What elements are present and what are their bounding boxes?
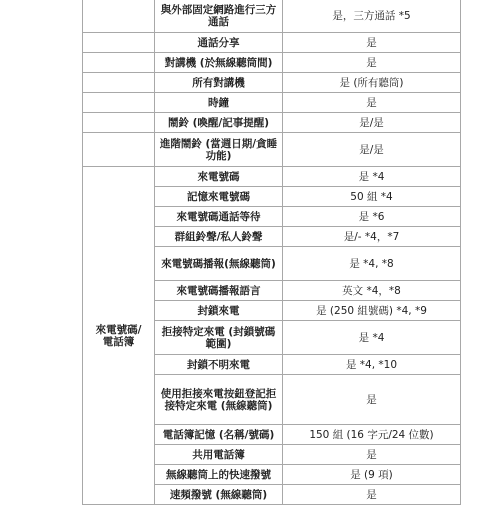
- value-cell: 是 (9 項): [283, 465, 461, 485]
- value-cell: 是: [283, 445, 461, 465]
- value-cell: 50 組 *4: [283, 187, 461, 207]
- category-cell-empty: [83, 113, 155, 133]
- value-cell: 是 *4, *10: [283, 355, 461, 375]
- table-row: [83, 113, 461, 133]
- table-row: [83, 133, 461, 167]
- spec-table-body: [83, 0, 461, 505]
- value-cell: 是/是: [283, 133, 461, 167]
- category-cell-empty: [83, 53, 155, 73]
- category-cell-empty: [83, 33, 155, 53]
- feature-cell: 拒接特定來電 (封鎖號碼範圍): [155, 321, 283, 355]
- table-row: [83, 53, 461, 73]
- feature-cell: 速頻撥號 (無線聽筒): [155, 485, 283, 505]
- feature-cell: 來電號碼通話等待: [155, 207, 283, 227]
- value-cell: 是 (所有聽筒): [283, 73, 461, 93]
- value-cell: 是 *6: [283, 207, 461, 227]
- category-cell-empty: [83, 133, 155, 167]
- table-row: [83, 73, 461, 93]
- feature-cell: 記憶來電號碼: [155, 187, 283, 207]
- feature-cell: 來電號碼: [155, 167, 283, 187]
- feature-cell: 來電號碼播報(無線聽筒): [155, 247, 283, 281]
- category-cell-empty: [83, 0, 155, 33]
- value-cell: 是: [283, 53, 461, 73]
- feature-cell: 使用拒接來電按鈕登記拒接特定來電 (無線聽筒): [155, 375, 283, 425]
- feature-cell: 鬧鈴 (喚醒/記事提醒): [155, 113, 283, 133]
- value-cell: 是 *4: [283, 167, 461, 187]
- value-cell: 是 *4: [283, 321, 461, 355]
- value-cell: 是，三方通話 *5: [283, 0, 461, 33]
- feature-cell: 來電號碼播報語言: [155, 281, 283, 301]
- table-row: [83, 167, 461, 187]
- value-cell: 是: [283, 485, 461, 505]
- value-cell: 是: [283, 33, 461, 53]
- category-cell-empty: [83, 73, 155, 93]
- spec-table: [82, 0, 461, 505]
- value-cell: 英文 *4，*8: [283, 281, 461, 301]
- category-cell: 來電號碼/ 電話簿: [83, 167, 155, 505]
- feature-cell: 與外部固定網路進行三方通話: [155, 0, 283, 33]
- value-cell: 150 組 (16 字元/24 位數): [283, 425, 461, 445]
- feature-cell: 群組鈴聲/私人鈴聲: [155, 227, 283, 247]
- feature-cell: 電話簿記憶 (名稱/號碼): [155, 425, 283, 445]
- value-cell: 是: [283, 375, 461, 425]
- category-cell-empty: [83, 93, 155, 113]
- value-cell: 是 *4, *8: [283, 247, 461, 281]
- table-row: [83, 0, 461, 33]
- feature-cell: 對講機 (於無線聽筒間): [155, 53, 283, 73]
- feature-cell: 所有對講機: [155, 73, 283, 93]
- feature-cell: 通話分享: [155, 33, 283, 53]
- feature-cell: 封鎖不明來電: [155, 355, 283, 375]
- feature-cell: 無線聽筒上的快速撥號: [155, 465, 283, 485]
- value-cell: 是: [283, 93, 461, 113]
- feature-cell: 進階鬧鈴 (當週日期/貪睡功能): [155, 133, 283, 167]
- value-cell: 是/是: [283, 113, 461, 133]
- value-cell: 是 (250 組號碼) *4, *9: [283, 301, 461, 321]
- table-row: [83, 93, 461, 113]
- table-row: [83, 33, 461, 53]
- feature-cell: 時鐘: [155, 93, 283, 113]
- value-cell: 是/- *4，*7: [283, 227, 461, 247]
- feature-cell: 共用電話簿: [155, 445, 283, 465]
- feature-cell: 封鎖來電: [155, 301, 283, 321]
